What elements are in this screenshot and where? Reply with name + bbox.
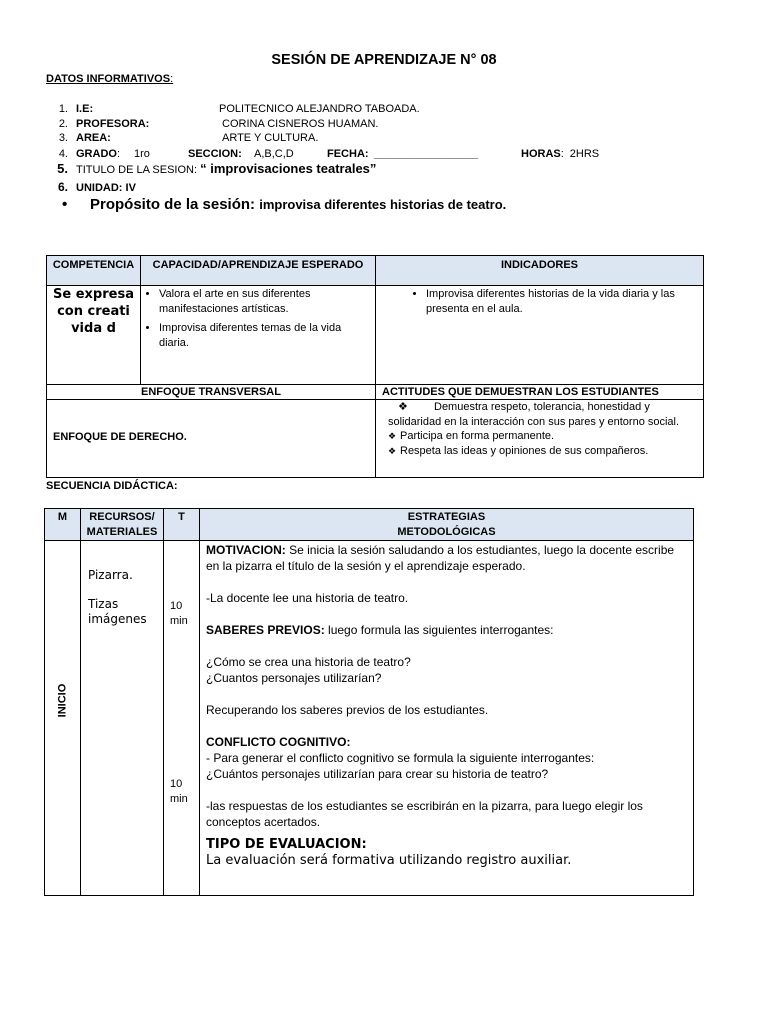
recuperando-line: Recuperando los saberes previos de los estudiantes. <box>206 703 489 717</box>
tiempo-1: 10 min <box>170 600 188 627</box>
recursos-cell <box>80 540 164 896</box>
header-m: M <box>44 508 81 541</box>
info-seccion-value: A,B,C,D <box>254 148 294 160</box>
indicador-item: • Improvisa diferentes historias de la vida diaria y las presenta en el aula. <box>426 287 697 317</box>
page-title: SESIÓN DE APRENDIZAJE N° 08 <box>271 52 497 68</box>
competencia-cell <box>46 285 141 385</box>
secuencia-heading: SECUENCIA DIDÁCTICA: <box>46 480 178 492</box>
header-recursos: RECURSOS/ MATERIALES <box>80 508 164 541</box>
info-ie: 1. I.E: <box>58 103 94 115</box>
tiempo-cell <box>163 540 200 896</box>
header-capacidad: CAPACIDAD/APRENDIZAJE ESPERADO <box>140 255 376 286</box>
info-grado: 4. GRADO: 1ro <box>58 148 150 160</box>
pregunta-line: ¿Cómo se crea una historia de teatro? <box>206 655 411 669</box>
info-profesora-value: CORINA CISNEROS HUAMAN. <box>222 118 379 130</box>
info-profesora: 2. PROFESORA: <box>58 118 150 130</box>
conflicto-line: - Para generar el conflicto cognitivo se formula la siguiente interrogantes: <box>206 751 595 765</box>
actitud-item: ❖ Demuestra respeto, tolerancia, honestidad y solidaridad en la interacción con sus pares y entorno social. <box>388 401 680 428</box>
header-indicadores: INDICADORES <box>375 255 704 286</box>
indicadores-cell <box>375 285 704 385</box>
enfoque-cell <box>46 399 376 478</box>
header-enfoque: ENFOQUE TRANSVERSAL <box>46 384 376 400</box>
actitud-item: ❖ Participa en forma permanente. <box>388 430 555 442</box>
motivacion-paragraph: MOTIVACION: Se inicia la sesión saludando a los estudiantes, luego la docente escribe en la pizarra el título de la sesión y el aprendizaje esperado. <box>206 543 675 573</box>
info-fecha-value: _________________ <box>374 148 479 160</box>
tiempo-2: 10 min <box>170 778 188 805</box>
capacidad-item: • Improvisa diferentes temas de la vida diaria. <box>159 321 371 351</box>
capacidad-item: • Valora el arte en sus diferentes manifestaciones artísticas. <box>159 287 371 317</box>
respuestas-paragraph: -las respuestas de los estudiantes se escribirán en la pizarra, para luego elegir los conceptos acertados. <box>206 799 643 829</box>
recurso-item: Tizas <box>88 597 119 611</box>
saberes-paragraph: SABERES PREVIOS: luego formula las siguientes interrogantes: <box>206 623 554 637</box>
info-fecha-label: FECHA: <box>327 148 369 160</box>
lectura-line: -La docente lee una historia de teatro. <box>206 591 409 605</box>
momento-cell <box>44 540 81 896</box>
info-ie-value: POLITECNICO ALEJANDRO TABOADA. <box>219 103 420 115</box>
header-estrategias: ESTRATEGIAS METODOLÓGICAS <box>199 508 694 541</box>
info-unidad: 6. UNIDAD: IV <box>57 180 136 194</box>
info-horas: HORAS: 2HRS <box>521 148 600 160</box>
info-proposito: • Propósito de la sesión: improvisa diferentes historias de teatro. <box>62 196 507 213</box>
conflicto-heading: CONFLICTO COGNITIVO: <box>206 735 351 749</box>
capacidad-cell <box>140 285 376 385</box>
info-area: 3. AREA: <box>58 132 111 144</box>
estrategias-cell <box>199 540 694 896</box>
pregunta-line: ¿Cuantos personajes utilizarían? <box>206 671 382 685</box>
conflicto-line: ¿Cuántos personajes utilizarían para crear su historia de teatro? <box>206 767 549 781</box>
tipo-evaluacion-text: La evaluación será formativa utilizando registro auxiliar. <box>206 853 572 868</box>
info-titulo: 5. TITULO DE LA SESION: “ improvisaciones teatrales” <box>57 161 377 176</box>
header-competencia: COMPETENCIA <box>46 255 141 286</box>
actitud-item: ❖ Respeta las ideas y opiniones de sus compañeros. <box>388 444 649 457</box>
momento-label: INICIO <box>56 683 69 718</box>
tipo-evaluacion-heading: TIPO DE EVALUACION: <box>206 837 367 852</box>
enfoque-text: ENFOQUE DE DERECHO. <box>53 431 187 443</box>
datos-heading: DATOS INFORMATIVOS: <box>46 73 174 85</box>
recurso-item: imágenes <box>88 612 147 626</box>
info-seccion-label: SECCION: <box>188 148 242 160</box>
info-area-value: ARTE Y CULTURA. <box>222 132 319 144</box>
competencia-text: Se expresa con creativida d <box>53 287 134 336</box>
actitudes-cell <box>375 399 704 478</box>
recurso-item: Pizarra. <box>88 568 133 582</box>
header-actitudes: ACTITUDES QUE DEMUESTRAN LOS ESTUDIANTES <box>375 384 704 400</box>
header-t: T <box>163 508 200 541</box>
